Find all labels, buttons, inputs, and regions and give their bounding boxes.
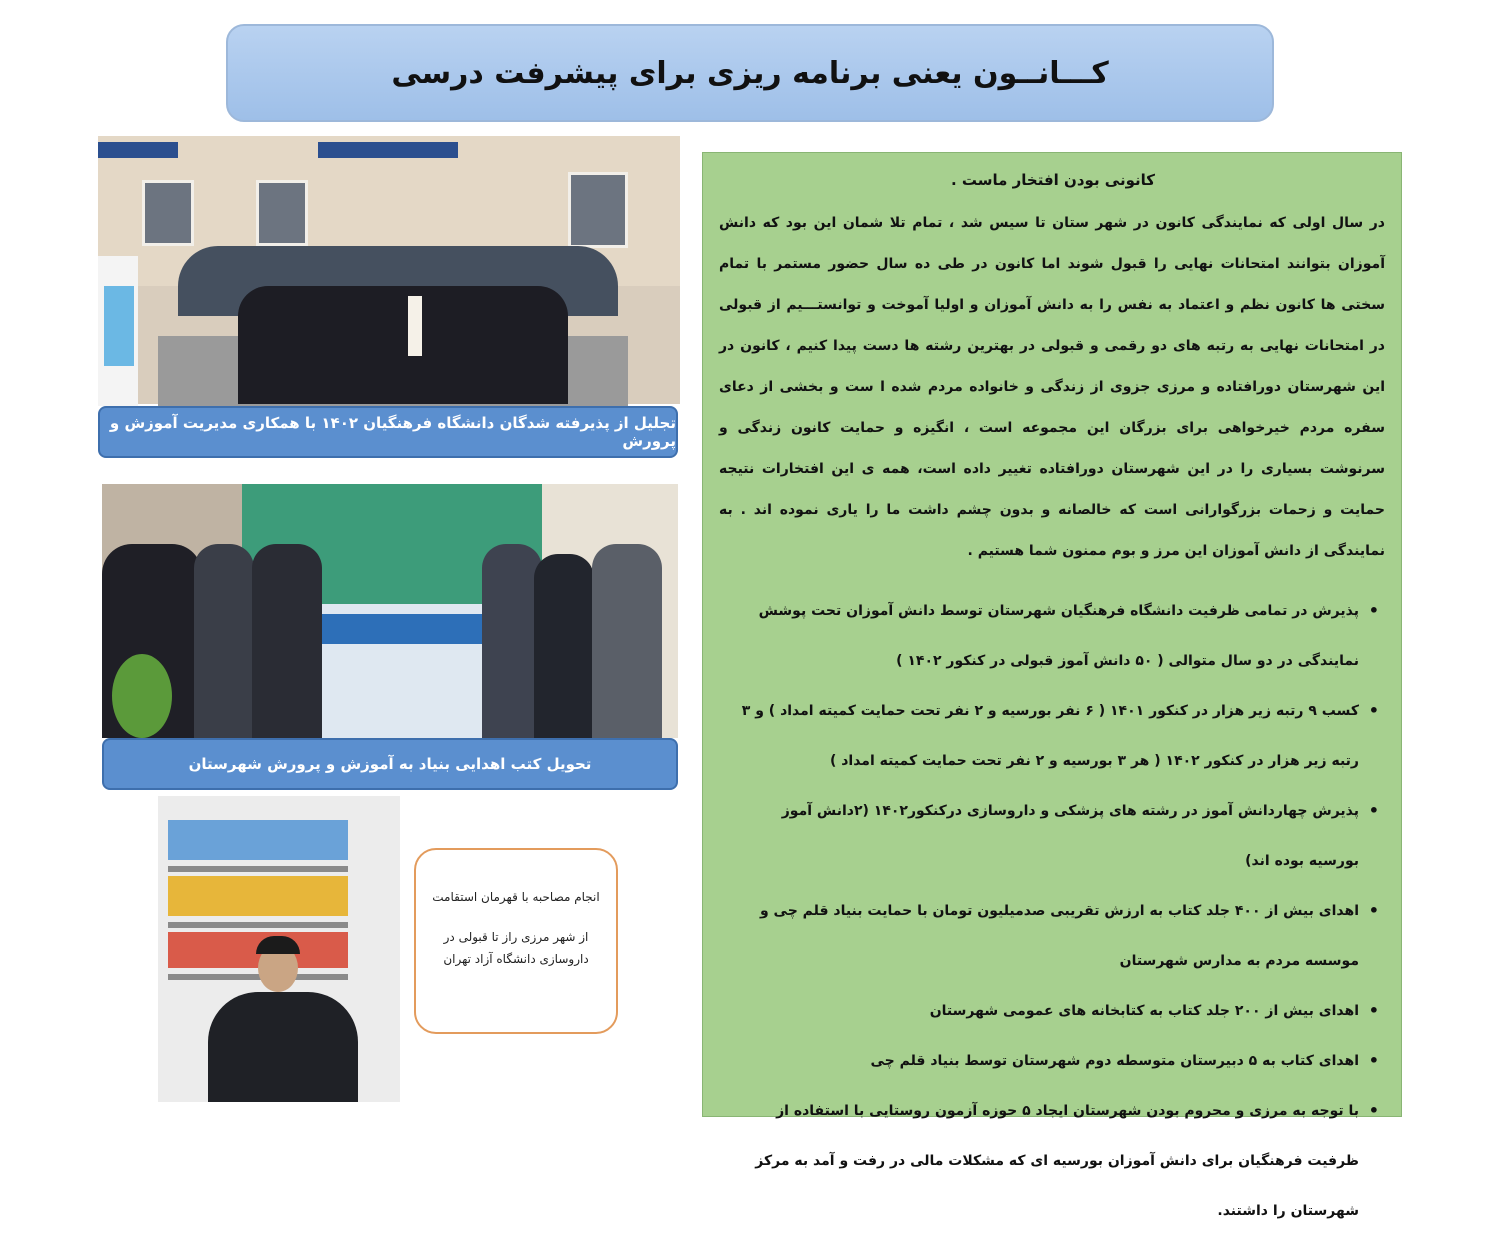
achievement-item: • کسب ۹ رتبه زیر هزار در کنکور ۱۴۰۱ ( ۶ نفر بورسیه و ۲ نفر تحت حمایت کمیته امداد ) و ۳ رتبه زیر هزار در کنکور ۱۴۰۲ ( هر ۳ بورسیه و ۲ نفر تحت حمایت کمیته امداد ) <box>719 686 1359 786</box>
achievements-list <box>719 586 1387 1236</box>
photo2-caption: تحویل کتب اهدایی بنیاد به آموزش و پرورش شهرستان <box>102 738 678 790</box>
achievement-item: • اهدای بیش از ۲۰۰ جلد کتاب به کتابخانه های عمومی شهرستان <box>719 986 1359 1036</box>
achievement-item: • پذیرش در تمامی ظرفیت دانشگاه فرهنگیان شهرستان توسط دانش آموزان تحت پوشش نمایندگی در دو سال متوالی ( ۵۰ دانش آموز قبولی در کنکور ۱۴۰۲ ) <box>719 586 1359 686</box>
photo1-caption: تجلیل از پذیرفته شدگان دانشگاه فرهنگیان ۱۴۰۲ با همکاری مدیریت آموزش و پرورش <box>98 406 678 458</box>
panel-heading: کانونی بودن افتخار ماست . <box>950 171 1156 189</box>
achievement-item: • با توجه به مرزی و محروم بودن شهرستان ایجاد ۵ حوزه آزمون روستایی با استفاده از ظرفیت فرهنگیان برای دانش آموزان بورسیه ای که مشکلات مالی در رفت و آمد به مرکز شهرستان را داشتند. <box>719 1086 1359 1236</box>
interview-line-3: داروسازی دانشگاه آزاد تهران <box>443 952 589 966</box>
achievement-item: • پذیرش چهاردانش آموز در رشته های پزشکی و داروسازی درکنکور۱۴۰۲ (۲دانش آموز بورسیه بوده اند) <box>719 786 1359 886</box>
title-banner <box>226 24 1274 122</box>
achievement-item: • اهدای بیش از ۴۰۰ جلد کتاب به ارزش تقریبی صدمیلیون تومان با حمایت بنیاد قلم چی و موسسه مردم به مدارس شهرستان <box>719 886 1359 986</box>
panel-intro-text: در سال اولی که نمایندگی کانون در شهر ستان تا سیس شد ، تمام تلا شمان این بود که دانش آموزان بتوانند امتحانات نهایی را قبول شوند اما کانون در طی ده سال حضور مستمر با تمام سختی ها کانون نظم و اعتماد به نفس را به دانش آموزان و اولیا آموخت و توانستـــیم از قبولی در امتحانات نهایی به رتبه های دو رقمی و قبولی در بهترین رشته ها دست پیدا کنیم ، کانون در این شهرستان دورافتاده و مرزی جزوی از زندگی و خانواده مردم شده ا ست و بخشی از دعای سفره مردم خیرخواهی برای بزرگان این مجموعه است ، انگیزه و حمایت کانون زندگی و سرنوشت بسیاری را در این شهرستان دورافتاده تغییر داده است، همه ی این افتخارات نتیجه حمایت و زحمات بزرگوارانی است که خالصانه و بدون چشم داشت ما را یاری نموده اند . به نمایندگی از دانش آموزان این مرز و بوم ممنون شما هستیم . <box>719 215 1385 559</box>
interview-callout <box>414 848 618 1034</box>
achievements-panel <box>702 152 1402 1219</box>
interview-line-1: انجام مصاحبه با قهرمان استقامت <box>432 890 600 904</box>
student-bookshelf-photo <box>158 796 400 1102</box>
book-donation-photo <box>102 484 678 738</box>
group-photo-university-ceremony <box>98 136 680 404</box>
page-title: کـــانــون یعنی برنامه ریزی برای پیشرفت درسی <box>391 55 1109 91</box>
achievement-item: • اهدای کتاب به ۵ دبیرستان متوسطه دوم شهرستان توسط بنیاد قلم چی <box>719 1036 1359 1086</box>
interview-line-2: از شهر مرزی راز تا قبولی در <box>443 930 589 944</box>
